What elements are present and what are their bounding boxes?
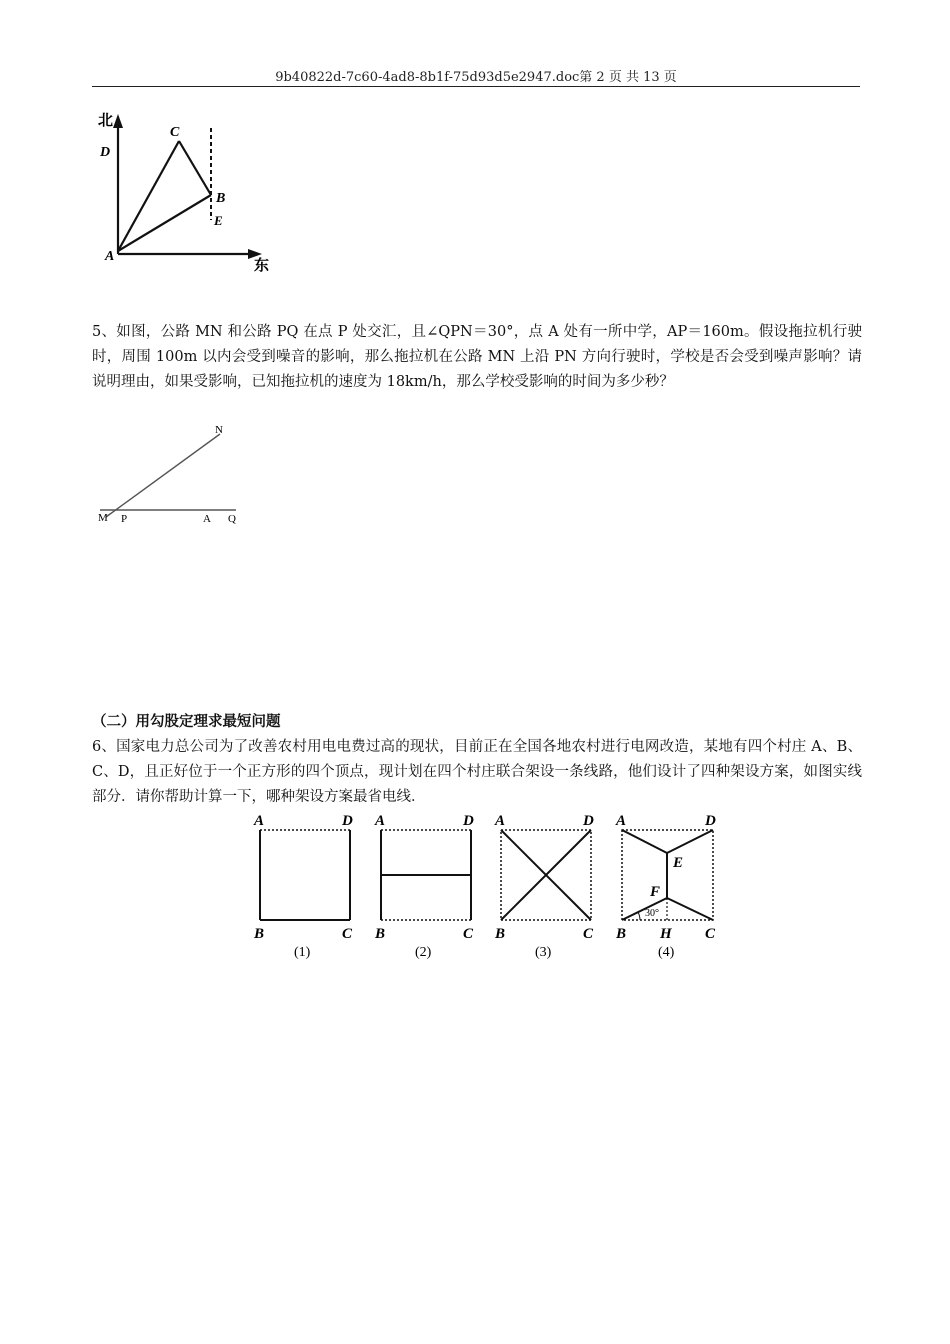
section-title: （二）用勾股定理求最短问题 [92, 714, 281, 730]
north-arrow-icon [113, 114, 123, 128]
sq1-label-b: B [254, 926, 265, 942]
sq1-label-d: D [342, 813, 353, 829]
sq1-label-a: A [254, 813, 265, 829]
label-m: M [98, 512, 108, 524]
sq2-label-d: D [463, 813, 474, 829]
segment-ab [118, 195, 211, 251]
label-e: E [214, 213, 223, 228]
label-c: C [170, 125, 180, 140]
label-p: P [121, 513, 128, 525]
sq1-label-c: C [342, 926, 353, 942]
label-n: N [215, 424, 223, 436]
sq3-label-d: D [583, 813, 594, 829]
sq3-label-b: B [495, 926, 506, 942]
sq3-caption: (3) [535, 945, 552, 960]
sq3-label-c: C [583, 926, 594, 942]
road-mn [106, 434, 220, 517]
problem-5-text: 5、如图，公路 MN 和公路 PQ 在点 P 处交汇，且∠QPN＝30°，点 A 处有一所中学，AP＝160m。假设拖拉机行驶时，周围 100m 以内会受到噪音的影响，那么拖拉机在公路 MN 上沿 PN 方向行驶时，学校是否会受到噪声影响？请说明理由，如果受影响，已知拖拉机的速度为 18km/h，那么学校受影响的时间为多少秒？ [92, 324, 862, 390]
page-header: 9b40822d-7c60-4ad8-8b1f-75d93d5e2947.doc第 2 页 共 13 页 [275, 70, 677, 85]
sq2-label-b: B [375, 926, 386, 942]
sq4-label-d: D [705, 813, 716, 829]
sq2-caption: (2) [415, 945, 432, 960]
label-east: 东 [254, 258, 270, 274]
label-north: 北 [98, 113, 114, 129]
sq4-label-angle: 30° [645, 908, 659, 919]
squares-diagram [248, 808, 738, 960]
segment-cb [179, 141, 211, 195]
label-a-road: A [203, 513, 211, 525]
label-a: A [105, 249, 115, 264]
sq4-caption: (4) [658, 945, 675, 960]
header-rule [92, 86, 860, 87]
square-scheme-1 [253, 813, 353, 960]
sq3-label-a: A [495, 813, 506, 829]
square-scheme-2 [374, 813, 474, 960]
sq4-label-c: C [705, 926, 716, 942]
square-scheme-4 [615, 813, 716, 960]
sq4-label-a: A [616, 813, 627, 829]
label-d: D [100, 145, 111, 160]
label-q: Q [228, 513, 236, 525]
label-b: B [216, 191, 226, 206]
sq2-label-c: C [463, 926, 474, 942]
sq4-label-h: H [660, 926, 672, 942]
square-scheme-3 [494, 813, 594, 960]
road-diagram [96, 420, 256, 530]
segment-ac [118, 141, 179, 251]
problem-6-text: 6、国家电力总公司为了改善农村用电电费过高的现状，目前正在全国各地农村进行电网改造，某地有四个村庄 A、B、C、D，且正好位于一个正方形的四个顶点，现计划在四个村庄联合架设一条线路，他们设计了四种架设方案，如图实线部分．请你帮助计算一下，哪种架设方案最省电线． [92, 739, 862, 805]
compass-diagram [92, 108, 282, 278]
sq1-caption: (1) [294, 945, 311, 960]
sq4-label-e: E [673, 855, 684, 871]
sq4-label-b: B [616, 926, 627, 942]
sq2-label-a: A [375, 813, 386, 829]
sq4-label-f: F [650, 884, 661, 900]
